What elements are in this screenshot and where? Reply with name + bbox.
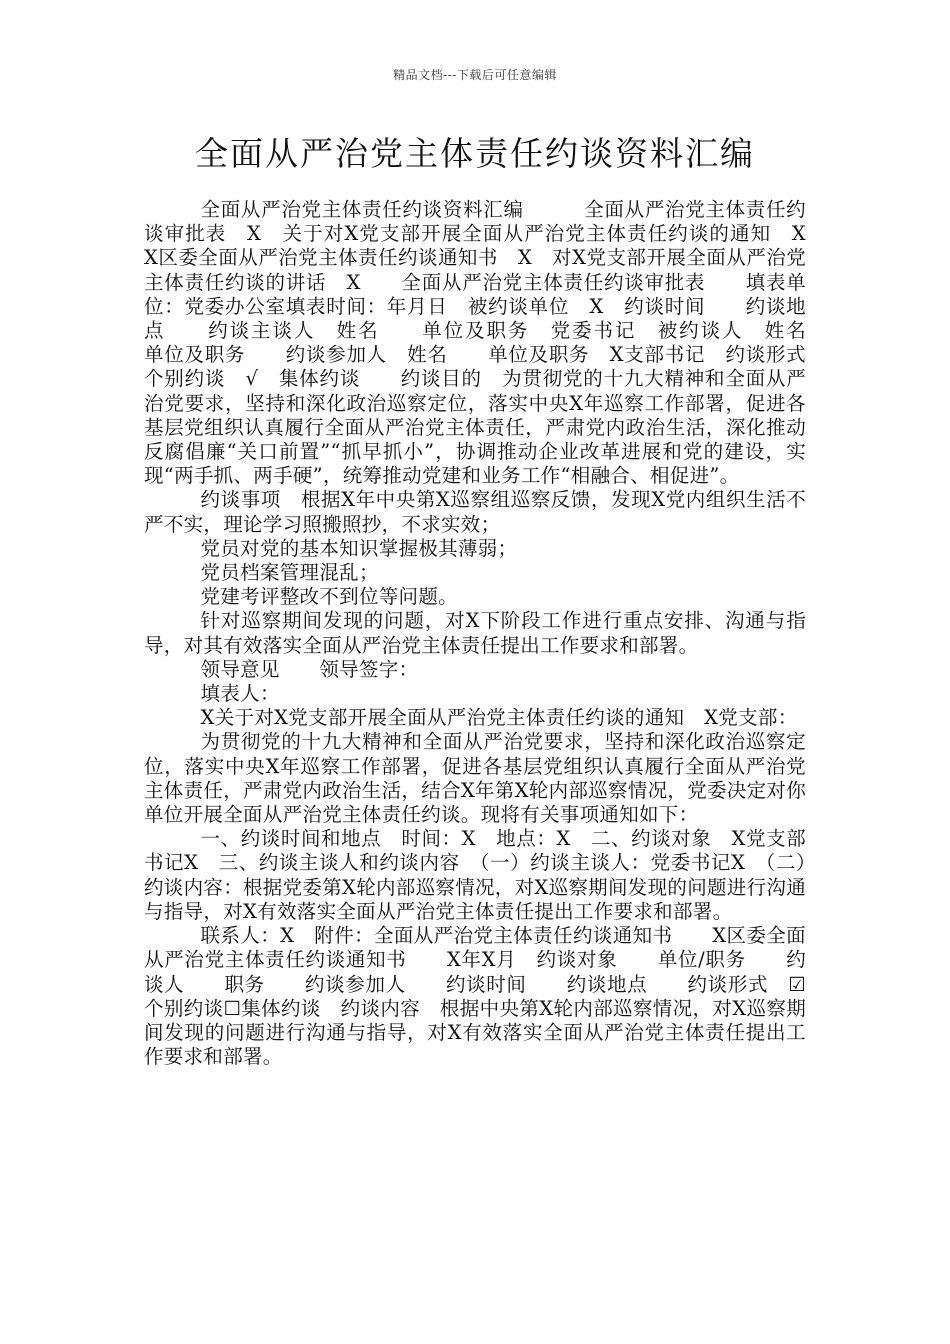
paragraph: 全面从严治党主体责任约谈资料汇编 全面从严治党主体责任约谈审批表 X 关于对X党支部开展全面从严治党主体责任约谈的通知 X X区委全面从严治党主体责任约谈通知书 X 对X党支部开展全面从严治党主体责任约谈的讲话 X 全面从严治党主体责任约谈审批表 填表单位：党委办公室填表时间：年月日 被约谈单位 X 约谈时间 约谈地点 约谈主谈人 姓名 单位及职务 党委书记 被约谈人 姓名 单位及职务 约谈参加人 姓名 单位及职务 X支部书记 约谈形式 个别约谈 √ 集体约谈 约谈目的 为贯彻党的十九大精神和全面从严治党要求，坚持和深化政治巡察定位，落实中央X年巡察工作部署，促进各基层党组织认真履行全面从严治党主体责任，严肃党内政治生活，深化推动反腐倡廉“关口前置”“抓早抓小”，协调推动企业改革进展和党的建设，实现“两手抓、两手硬”，统筹推动党建和业务工作“相融合、相促进”。 xyxy=(144,198,846,488)
paragraph: 一、约谈时间和地点 时间：X 地点：X 二、约谈对象 X党支部书记X 三、约谈主谈人和约谈内容 （一）约谈主谈人：党委书记X （二）约谈内容：根据党委第X轮内部巡察情况，对X巡察期间发现的问题进行沟通与指导，对X有效落实全面从严治党主体责任提出工作要求和部署。 xyxy=(144,827,806,923)
paragraph: 领导意见 领导签字： xyxy=(200,657,419,681)
document-title: 全面从严治党主体责任约谈资料汇编 xyxy=(195,134,755,173)
paragraph: 党建考评整改不到位等问题。 xyxy=(200,585,458,609)
paragraph: 党员对党的基本知识掌握极其薄弱； xyxy=(200,536,518,560)
paragraph: 填表人： xyxy=(200,682,280,706)
paragraph: 约谈事项 根据X年中央第X巡察组巡察反馈，发现X党内组织生活不严不实，理论学习照搬照抄，不求实效； xyxy=(144,488,806,536)
paragraph: 针对巡察期间发现的问题，对X下阶段工作进行重点安排、沟通与指导，对其有效落实全面从严治党主体责任提出工作要求和部署。 xyxy=(144,609,806,657)
header-note: 精品文档---下载后可任意编辑 xyxy=(393,68,557,82)
paragraph: 联系人：X 附件：全面从严治党主体责任约谈通知书 X区委全面从严治党主体责任约谈通知书 X年X月 约谈对象 单位/职务 约谈人 职务 约谈参加人 约谈时间 约谈地点 约谈形式 ☑个别约谈☐集体约谈 约谈内容 根据中央第X轮内部巡察情况，对X巡察期间发现的问题进行沟通与指导，对X有效落实全面从严治党主体责任提出工作要求和部署。 xyxy=(144,924,806,1069)
paragraph: 为贯彻党的十九大精神和全面从严治党要求，坚持和深化政治巡察定位，落实中央X年巡察工作部署，促进各基层党组织认真履行全面从严治党主体责任，严肃党内政治生活，结合X年第X轮内部巡察情况，党委决定对你单位开展全面从严治党主体责任约谈。现将有关事项通知如下： xyxy=(144,730,806,827)
paragraph: X关于对X党支部开展全面从严治党主体责任约谈的通知 X党支部： xyxy=(200,706,798,730)
paragraph: 党员档案管理混乱； xyxy=(200,561,379,585)
document-body xyxy=(144,198,846,1069)
